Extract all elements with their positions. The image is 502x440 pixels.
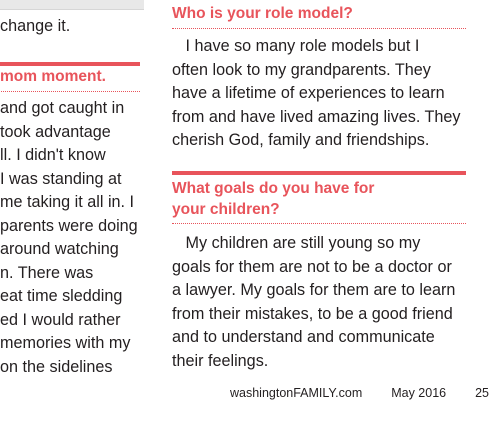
body-line: I have so many role models but I bbox=[172, 37, 420, 55]
body-line: from and have lived amazing lives. They bbox=[172, 107, 461, 126]
body-line: and to understand and communicate bbox=[172, 328, 435, 346]
section-heading-goals-line1: What goals do you have for bbox=[172, 180, 375, 197]
section-dotted-rule bbox=[172, 28, 466, 29]
left-body-line: around watching bbox=[0, 240, 119, 258]
body-line: their feelings. bbox=[172, 351, 269, 370]
section-body-goals bbox=[172, 232, 455, 373]
left-body bbox=[0, 97, 138, 379]
footer-page-number: 25 bbox=[475, 386, 489, 400]
section-body-role-model bbox=[172, 35, 461, 153]
section-dotted-rule bbox=[172, 223, 466, 224]
left-body-line: memories with my bbox=[0, 334, 131, 352]
left-body-line: eat time sledding bbox=[0, 287, 123, 305]
left-dotted-rule bbox=[0, 91, 140, 92]
left-body-line: on the sidelines bbox=[0, 357, 113, 376]
section-heading-role-model: Who is your role model? bbox=[172, 5, 353, 22]
left-body-line: and got caught in bbox=[0, 99, 125, 117]
footer-publication: washingtonFAMILY.com bbox=[230, 386, 363, 400]
body-line: goals for them are not to be a doctor or bbox=[172, 257, 452, 276]
body-line: a lawyer. My goals for them are to learn bbox=[172, 281, 456, 299]
footer-issue-date: May 2016 bbox=[391, 386, 447, 400]
body-line: My children are still young so my bbox=[172, 234, 421, 252]
left-heading: mom moment. bbox=[0, 68, 106, 85]
left-body-line: parents were doing bbox=[0, 216, 138, 235]
left-body-line: ll. I didn't know bbox=[0, 146, 106, 164]
body-line: cherish God, family and friendships. bbox=[172, 131, 430, 149]
left-body-line: ed I would rather bbox=[0, 310, 121, 329]
left-body-line: took advantage bbox=[0, 122, 111, 141]
body-line: have a lifetime of experiences to learn bbox=[172, 84, 445, 102]
body-line: often look to my grandparents. They bbox=[172, 60, 431, 79]
section-red-rule bbox=[172, 171, 466, 175]
top-box-edge bbox=[0, 0, 144, 10]
section-heading-goals-line2: your children? bbox=[172, 201, 280, 218]
page-footer bbox=[230, 386, 489, 400]
left-top-text: change it. bbox=[0, 17, 71, 35]
left-body-line: n. There was bbox=[0, 263, 94, 282]
left-body-line: me taking it all in. I bbox=[0, 193, 135, 211]
body-line: from their mistakes, to be a good friend bbox=[172, 304, 453, 323]
left-body-line: I was standing at bbox=[0, 169, 122, 188]
